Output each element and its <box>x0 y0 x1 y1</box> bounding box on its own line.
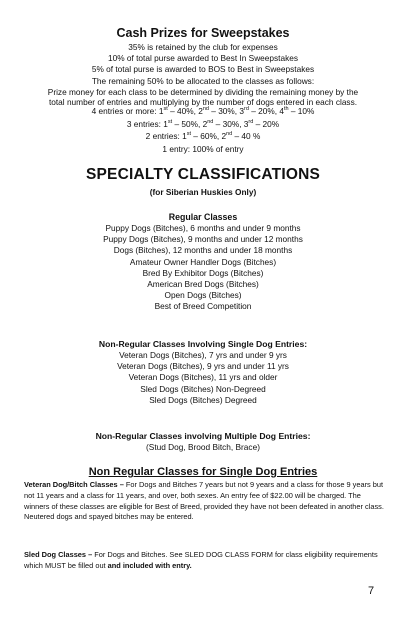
sled-bold-tail: and included with entry. <box>107 560 192 570</box>
class-item: Sled Dogs (Bitches) Degreed <box>149 394 257 405</box>
cash-line: total number of entries and multiplying by the number of dogs entered in each class. <box>48 97 358 108</box>
page-number: 7 <box>368 585 375 597</box>
sled-text: For Dogs and Bitches. See SLED DOG CLASS FORM for class eligibility requirements which MUST be filled out <box>24 550 378 570</box>
cash-line: Prize money for each class to be determined by dividing the remaining money by the <box>47 86 359 97</box>
class-item: Bred By Exhibitor Dogs (Bitches) <box>142 267 264 278</box>
class-item: American Bred Dogs (Bitches) <box>147 279 259 290</box>
regular-classes-heading: Regular Classes <box>168 212 238 222</box>
regular-classes <box>18 211 388 313</box>
class-item: Veteran Dogs (Bitches), 11 yrs and older <box>128 372 278 383</box>
non-regular-single <box>18 338 388 406</box>
veteran-paragraph <box>24 480 386 523</box>
prize-tier-1: 1 entry: 100% of entry <box>162 143 244 154</box>
sled-label: Sled Dog Classes – <box>24 550 93 559</box>
prize-tier-3: 3 entries: 1st – 50%, 2nd – 30%, 3rd – 20% <box>126 118 280 129</box>
cash-line: 10% of total purse awarded to Best In Sweepstakes <box>107 53 299 64</box>
non-regular-single-heading: Non-Regular Classes Involving Single Dog Entries: <box>98 339 308 349</box>
class-item: (Stud Dog, Brood Bitch, Brace) <box>146 442 260 452</box>
class-item: Veteran Dogs (Bitches), 9 yrs and under 11 yrs <box>117 361 289 372</box>
non-regular-multiple-heading: Non-Regular Classes involving Multiple Dog Entries: <box>95 431 311 441</box>
prize-tiers <box>18 105 388 155</box>
cash-line: 35% is retained by the club for expenses <box>128 42 278 52</box>
cash-prizes-lines <box>18 42 388 108</box>
veteran-text: For Dogs and Bitches 7 years but not 9 years and a class for those 9 years but not 11 years and a class for 11 years, and over, both sexes. An entry fee of $22.00 will be charged. The winners of these classes are eligible for Best of Breed, provided they have not been defeated in another class. Neutered dogs and spayed bitches may be entered. <box>24 480 384 522</box>
sled-paragraph <box>24 550 386 572</box>
class-item: Best of Breed Competition <box>154 301 252 312</box>
single-entries-heading: Non Regular Classes for Single Dog Entries <box>88 466 318 478</box>
cash-prizes-title: Cash Prizes for Sweepstakes <box>116 26 290 40</box>
class-item: Dogs (Bitches), 12 months and under 18 months <box>113 245 293 256</box>
cash-line: The remaining 50% to be allocated to the classes as follows: <box>91 75 315 86</box>
class-item: Amateur Owner Handler Dogs (Bitches) <box>129 256 277 267</box>
class-item: Veteran Dogs (Bitches), 7 yrs and under 9 yrs <box>119 350 287 360</box>
specialty-subtitle: (for Siberian Huskies Only) <box>149 187 257 197</box>
non-regular-multiple <box>18 430 388 453</box>
class-item: Puppy Dogs (Bitches), 6 months and under 9 months <box>105 223 301 233</box>
prize-tier-2: 2 entries: 1st – 60%, 2nd – 40 % <box>145 131 261 141</box>
class-item: Puppy Dogs (Bitches), 9 months and under 12 months <box>103 234 303 245</box>
cash-line: 5% of total purse is awarded to BOS to Best in Sweepstakes <box>91 64 315 75</box>
class-item: Open Dogs (Bitches) <box>164 290 242 301</box>
class-item: Sled Dogs (Bitches) Non-Degreed <box>140 383 266 394</box>
prize-tier-4: 4 entries or more: 1st – 40%, 2nd – 30%, 3rd – 20%, 4th – 10% <box>91 106 315 116</box>
specialty-title: SPECIALTY CLASSIFICATIONS <box>85 166 321 183</box>
veteran-label: Veteran Dog/Bitch Classes – <box>24 480 124 489</box>
